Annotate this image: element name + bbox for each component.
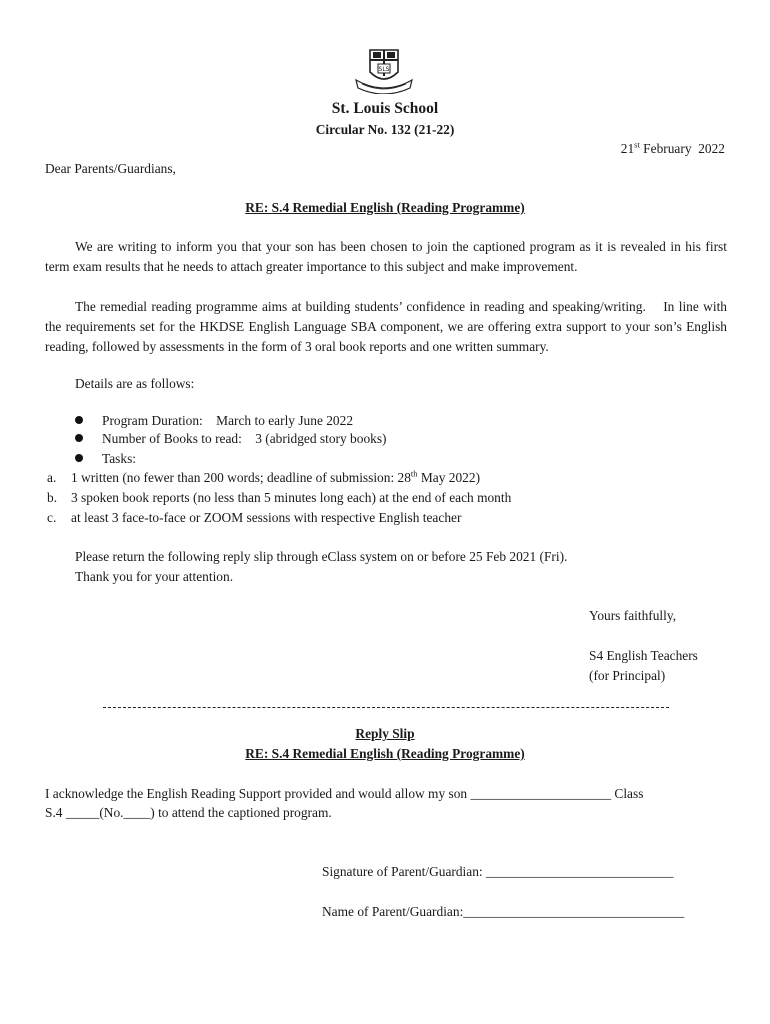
- parent-name-field: Name of Parent/Guardian:_________________________________: [322, 904, 685, 919]
- paragraph-programme: The remedial reading programme aims at building students’ confidence in reading and speaking/writing. In line with the requirements set for the HKDSE English Language SBA component, we are offering extra support to your son’s English reading, followed by assessments in the form of 3 oral book reports and one written summary.: [45, 299, 731, 354]
- return-note: Please return the following reply slip through eClass system on or before 25 Feb 2021 (Fri).: [75, 549, 568, 564]
- reply-slip-title: Reply Slip: [355, 726, 415, 741]
- task-item-written: a. 1 written (no fewer than 200 words; deadline of submission: 28th May 2022): [47, 468, 481, 485]
- bullet-icon: [75, 416, 83, 424]
- detail-item-duration: Program Duration: March to early June 2022: [75, 413, 353, 429]
- circular-number: Circular No. 132 (21-22): [315, 122, 455, 137]
- svg-text:SLS: SLS: [378, 66, 390, 73]
- cut-line-divider: [103, 707, 669, 708]
- details-intro: Details are as follows:: [75, 376, 195, 391]
- signer-name: S4 English Teachers: [589, 648, 698, 663]
- paragraph-intro: We are writing to inform you that your son has been chosen to join the captioned program as it is revealed in his first term exam results that he needs to attach greater importance to this subject and make improvement.: [45, 239, 727, 274]
- task-item-spoken: b. 3 spoken book reports (no less than 5 minutes long each) at the end of each month: [47, 490, 512, 505]
- bullet-icon: [75, 454, 83, 462]
- acknowledgement-line-2: S.4 _____(No.____) to attend the captioned program.: [45, 805, 332, 820]
- signer-role: (for Principal): [589, 668, 666, 683]
- salutation: Dear Parents/Guardians,: [45, 161, 176, 176]
- signature-field: Signature of Parent/Guardian: ____________________________: [322, 864, 674, 879]
- subject-line: RE: S.4 Remedial English (Reading Programme): [245, 200, 525, 215]
- school-crest-logo: [352, 44, 416, 94]
- task-item-sessions: c. at least 3 face-to-face or ZOOM sessions with respective English teacher: [47, 510, 462, 525]
- circular-date: 21st February 2022: [620, 139, 725, 156]
- reply-slip-subject: RE: S.4 Remedial English (Reading Programme): [245, 746, 525, 761]
- school-name: St. Louis School: [331, 100, 439, 117]
- thanks-note: Thank you for your attention.: [75, 569, 234, 584]
- bullet-icon: [75, 434, 83, 442]
- detail-item-books: Number of Books to read: 3 (abridged story books): [75, 431, 387, 447]
- acknowledgement-line-1: I acknowledge the English Reading Support provided and would allow my son _____________________ Class: [45, 786, 644, 801]
- detail-item-tasks: Tasks:: [75, 451, 136, 467]
- sign-off: Yours faithfully,: [589, 608, 677, 623]
